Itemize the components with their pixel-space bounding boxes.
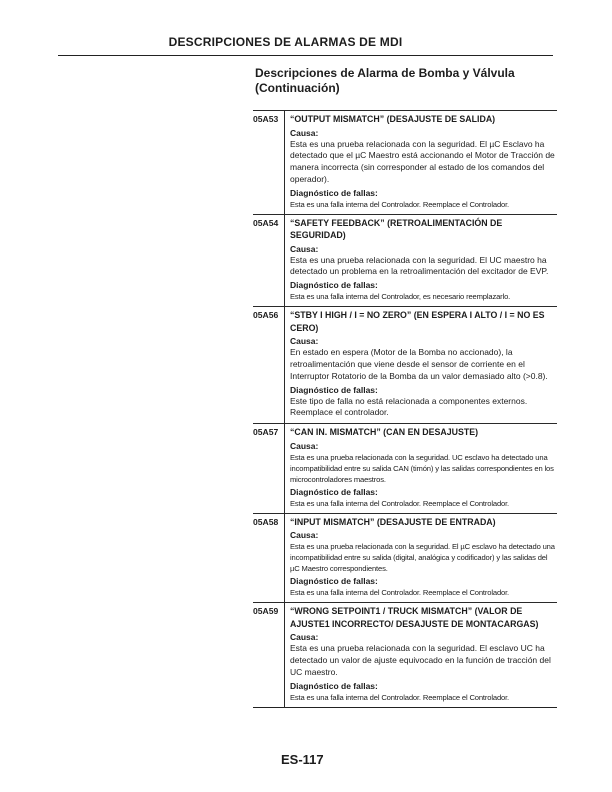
diagnosis-label: Diagnóstico de fallas: bbox=[290, 680, 378, 691]
diagnosis-text: Esta es una falla interna del Controlador. Reemplace el Controlador. bbox=[290, 498, 510, 508]
cause-text: Esta es una prueba relacionada con la seguridad. El UC maestro ha detectado un problema en la retroalimentación del excitador de EVP. bbox=[290, 254, 549, 277]
table-row bbox=[253, 307, 557, 424]
alarm-title: “SAFETY FEEDBACK” (RETROALIMENTACIÓN DE SEGURIDAD) bbox=[290, 217, 503, 241]
cause-text: Esta es una prueba relacionada con la seguridad. El esclavo UC ha detectado un valor de ajuste equivocado en la función de tracción del UC maestro. bbox=[290, 643, 551, 677]
diagnosis-label: Diagnóstico de fallas: bbox=[290, 576, 378, 587]
alarm-code: 05A58 bbox=[253, 513, 285, 603]
cause-text: Esta es una prueba relacionada con la seguridad. El µC Esclavo ha detectado que el µC Maestro está accionando el Motor de Tracción de manera incorrecta (sin corresponder al estado de los comandos del operador). bbox=[290, 138, 555, 184]
diagnosis-text: Esta es una falla interna del Controlador. Reemplace el Controlador. bbox=[290, 588, 510, 598]
table-row bbox=[253, 603, 557, 707]
section-title: Descripciones de Alarma de Bomba y Válvula (Continuación) bbox=[255, 66, 515, 95]
page-header-title: DESCRIPCIONES DE ALARMAS DE MDI bbox=[168, 35, 403, 49]
cause-label: Causa: bbox=[290, 530, 319, 541]
alarm-code: 05A59 bbox=[253, 603, 285, 707]
alarm-title: “INPUT MISMATCH” (DESAJUSTE DE ENTRADA) bbox=[290, 516, 496, 527]
alarm-title: “STBY I HIGH / I = NO ZERO” (EN ESPERA I ALTO / I = NO ES CERO) bbox=[290, 310, 545, 333]
header-rule bbox=[58, 55, 553, 56]
diagnosis-text: Esta es una falla interna del Controlador. Reemplace el Controlador. bbox=[290, 199, 510, 209]
table-row bbox=[253, 214, 557, 307]
diagnosis-label: Diagnóstico de fallas: bbox=[290, 187, 378, 198]
alarm-code: 05A54 bbox=[253, 214, 285, 307]
table-row bbox=[253, 424, 557, 514]
diagnosis-label: Diagnóstico de fallas: bbox=[290, 486, 378, 497]
cause-label: Causa: bbox=[290, 440, 319, 451]
cause-label: Causa: bbox=[290, 127, 319, 138]
alarm-title: “CAN IN. MISMATCH” (CAN EN DESAJUSTE) bbox=[290, 427, 478, 438]
cause-label: Causa: bbox=[290, 336, 319, 347]
diagnosis-text: Esta es una falla interna del Controlador, es necesario reemplazarlo. bbox=[290, 292, 511, 302]
diagnosis-label: Diagnóstico de fallas: bbox=[290, 384, 378, 395]
alarm-title: “OUTPUT MISMATCH” (DESAJUSTE DE SALIDA) bbox=[290, 114, 496, 124]
alarm-code: 05A53 bbox=[253, 111, 285, 215]
table-row bbox=[253, 111, 557, 215]
cause-label: Causa: bbox=[290, 243, 319, 254]
cause-label: Causa: bbox=[290, 632, 319, 643]
alarm-code: 05A56 bbox=[253, 307, 285, 424]
diagnosis-text: Esta es una falla interna del Controlador. Reemplace el Controlador. bbox=[290, 692, 510, 702]
page-number: ES-117 bbox=[281, 752, 324, 767]
diagnosis-text: Este tipo de falla no está relacionada a componentes externos. Reemplace el controlador. bbox=[290, 395, 528, 418]
alarm-title: “WRONG SETPOINT1 / TRUCK MISMATCH” (VALOR DE AJUSTE1 INCORRECTO/ DESAJUSTE DE MONTACARGAS) bbox=[290, 606, 539, 629]
alarm-table bbox=[253, 110, 557, 708]
cause-text: Esta es una prueba relacionada con la seguridad. UC esclavo ha detectado una incompatibilidad entre su salida CAN (timón) y las salidas correspondientes en los microcontroladores maestros. bbox=[290, 452, 554, 484]
diagnosis-label: Diagnóstico de fallas: bbox=[290, 280, 378, 291]
cause-text: En estado en espera (Motor de la Bomba no accionado), la retroalimentación que viene desde el sensor de corriente en el Interruptor Rotatorio de la Bomba da un valor demasiado alto (>0.8). bbox=[290, 347, 548, 381]
alarm-code: 05A57 bbox=[253, 424, 285, 514]
cause-text: Esta es una prueba relacionada con la seguridad. El µC esclavo ha detectado una incompatibilidad entre su salida (digital, analógica y codificador) y las salidas del µC Maestro correspondientes. bbox=[290, 542, 555, 574]
table-row bbox=[253, 513, 557, 603]
